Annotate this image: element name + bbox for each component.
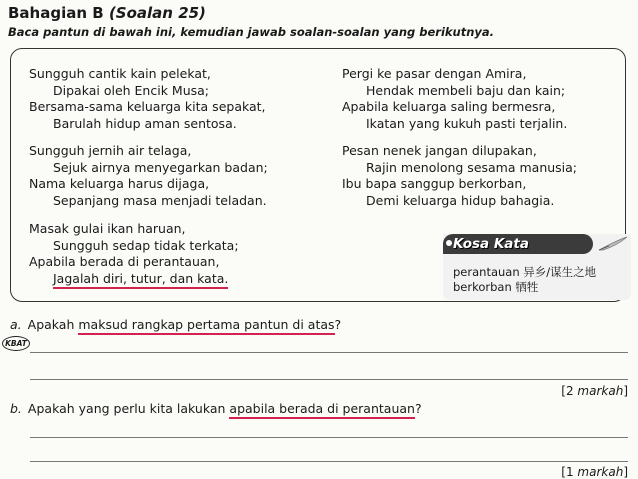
poem-line: Apabila berada di perantauan, [29, 254, 220, 269]
poem-line: Sungguh sedap tidak terkata; [53, 237, 239, 253]
kbat-badge: KBAT [2, 336, 30, 351]
poem-line: Pergi ke pasar dengan Amira, [342, 66, 527, 81]
kosa-kata-header [443, 234, 593, 254]
poem-line: Ikatan yang kukuh pasti terjalin. [366, 115, 568, 131]
poem-line: Demi keluarga hidup bahagia. [366, 192, 555, 208]
answer-line[interactable] [30, 379, 628, 380]
poem-line: Hendak membeli baju dan kain; [366, 82, 566, 98]
section-title [8, 4, 206, 22]
stanza-3 [29, 221, 239, 287]
marks-b: [1 markah] [561, 465, 628, 479]
answer-line[interactable] [30, 352, 628, 353]
poem-line: Pesan nenek jangan dilupakan, [342, 143, 537, 158]
poem-line: Sungguh jernih air telaga, [29, 143, 192, 158]
question-highlight: apabila berada di perantauan [229, 401, 415, 419]
question-letter: b. [10, 401, 22, 416]
question-letter: a. [10, 317, 22, 332]
question-ref: (Soalan 25) [108, 4, 206, 22]
vocab-item [453, 265, 596, 280]
poem-line: Masak gulai ikan haruan, [29, 221, 186, 236]
answer-line[interactable] [30, 461, 628, 462]
stanza-4 [342, 66, 567, 132]
answer-line[interactable] [30, 437, 628, 438]
section-label: Bahagian B [8, 4, 104, 22]
poem-line: Nama keluarga harus dijaga, [29, 176, 210, 191]
vocab-translation: 牺牲 [515, 280, 539, 294]
stanza-5 [342, 143, 577, 209]
quill-pen-icon [597, 236, 629, 252]
question-b: b. Apakah yang perlu kita lakukan apabila berada di perantauan? [10, 401, 422, 416]
poem-line: Sejuk airnya menyegarkan badan; [53, 159, 268, 175]
marks-a: [2 markah] [561, 384, 628, 398]
poem-line: Dipakai oleh Encik Musa; [53, 82, 209, 98]
bullet-icon [446, 240, 452, 246]
vocab-translation: 异乡/谋生之地 [523, 265, 597, 279]
question-a: a. Apakah maksud rangkap pertama pantun di atas? [10, 317, 341, 332]
instruction-text: Baca pantun di bawah ini, kemudian jawab soalan-soalan yang berikutnya. [8, 25, 495, 39]
kosa-kata-box [443, 234, 631, 300]
vocab-word: berkorban [453, 280, 512, 294]
stanza-1 [29, 66, 266, 132]
poem-line: Rajin menolong sesama manusia; [366, 159, 578, 175]
poem-line: Bersama-sama keluarga kita sepakat, [29, 99, 266, 114]
poem-line: Ibu bapa sanggup berkorban, [342, 176, 527, 191]
poem-line: Sepanjang masa menjadi teladan. [53, 192, 267, 208]
poem-line-highlighted: Jagalah diri, tutur, dan kata. [29, 271, 239, 288]
vocab-item [453, 280, 538, 295]
question-highlight: maksud rangkap pertama pantun di atas [78, 317, 334, 335]
poem-line: Barulah hidup aman sentosa. [53, 115, 237, 131]
poem-line: Apabila keluarga saling bermesra, [342, 99, 556, 114]
kosa-kata-title: Kosa Kata [453, 236, 529, 252]
vocab-word: perantauan [453, 265, 520, 279]
stanza-2 [29, 143, 268, 209]
poem-line: Sungguh cantik kain pelekat, [29, 66, 211, 81]
